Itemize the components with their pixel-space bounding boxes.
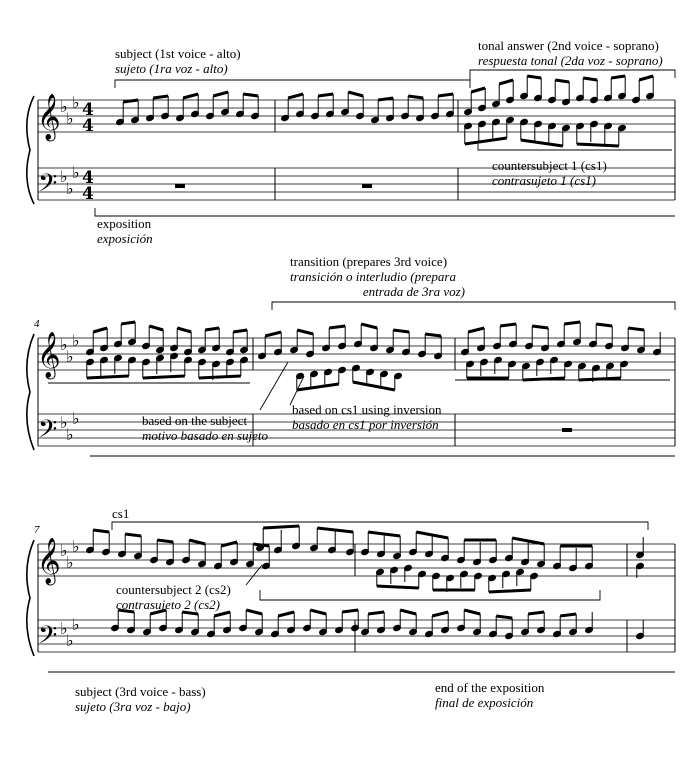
countersubject2-label: countersubject 2 (cs2) contrasujeto 2 (cs2) bbox=[116, 582, 231, 612]
svg-text:♭: ♭ bbox=[66, 631, 74, 650]
note-beam bbox=[342, 610, 358, 612]
bass-clef-icon: 𝄢 bbox=[38, 169, 58, 204]
brace-system-3 bbox=[27, 540, 34, 656]
note-beam bbox=[214, 612, 230, 616]
rest bbox=[562, 428, 572, 432]
note-beam bbox=[639, 76, 653, 80]
note-beam bbox=[317, 528, 353, 532]
note-beam bbox=[205, 328, 219, 330]
rests bbox=[175, 184, 572, 432]
svg-text:♭: ♭ bbox=[60, 167, 68, 186]
note-beam bbox=[596, 324, 612, 326]
brace-system-2 bbox=[27, 334, 34, 450]
note-beam bbox=[182, 612, 198, 614]
svg-text:♭: ♭ bbox=[60, 97, 68, 116]
note-beam bbox=[496, 616, 512, 618]
svg-text:♭: ♭ bbox=[66, 179, 74, 198]
note-beam bbox=[125, 534, 141, 536]
note-beam bbox=[121, 322, 135, 324]
note-beam bbox=[361, 324, 377, 328]
cs1-label: cs1 bbox=[112, 506, 130, 521]
note-beam bbox=[183, 94, 198, 98]
treble-clef-icon: 𝄞 bbox=[37, 94, 61, 140]
bass-clef-icon: 𝄢 bbox=[38, 415, 58, 450]
system-3-treble-staff bbox=[38, 544, 675, 576]
note-beam bbox=[265, 332, 281, 336]
note-beam bbox=[213, 92, 228, 96]
note-beam bbox=[189, 540, 205, 544]
svg-text:♭: ♭ bbox=[72, 331, 80, 350]
based-on-subject-label: based on the subject motivo basado en sujeto bbox=[142, 413, 269, 443]
svg-text:4: 4 bbox=[82, 168, 94, 188]
note-beam bbox=[560, 614, 576, 616]
note-beam bbox=[464, 610, 480, 614]
svg-text:♭: ♭ bbox=[60, 541, 68, 560]
svg-text:♭: ♭ bbox=[66, 425, 74, 444]
treble-clef-icon: 𝄞 bbox=[37, 538, 61, 584]
countersubject1-label: countersubject 1 (cs1) contrasujeto 1 (cs1) bbox=[492, 158, 607, 188]
treble-clef-icon: 𝄞 bbox=[37, 332, 61, 378]
note-beam bbox=[528, 612, 544, 614]
note-beam bbox=[368, 612, 384, 614]
svg-text:♭: ♭ bbox=[66, 109, 74, 128]
svg-text:♭: ♭ bbox=[66, 553, 74, 572]
note-beam bbox=[471, 88, 485, 92]
svg-text:♭: ♭ bbox=[60, 413, 68, 432]
svg-text:♭: ♭ bbox=[72, 409, 80, 428]
note-beam bbox=[93, 328, 107, 332]
note-beam bbox=[432, 612, 448, 616]
note-beam bbox=[93, 530, 109, 532]
note-beam bbox=[532, 326, 548, 328]
time-signatures bbox=[82, 100, 94, 204]
note-beam bbox=[177, 328, 191, 332]
note-beam bbox=[465, 138, 507, 144]
note-beam bbox=[157, 540, 173, 542]
note-beam bbox=[579, 378, 621, 380]
bass-clef-icon: 𝄢 bbox=[38, 621, 58, 656]
note-beam bbox=[368, 532, 400, 536]
note-beam bbox=[438, 94, 453, 96]
note-beam bbox=[221, 542, 237, 546]
note-beam bbox=[329, 326, 345, 328]
note-beam bbox=[489, 590, 531, 592]
key-signatures bbox=[60, 93, 80, 650]
based-on-cs1-label: based on cs1 using inversion basado en cs1 por inversión bbox=[292, 402, 442, 432]
svg-text:♭: ♭ bbox=[60, 335, 68, 354]
note-beam bbox=[500, 324, 516, 326]
note-beam bbox=[243, 94, 258, 96]
rest bbox=[175, 184, 185, 188]
svg-text:4: 4 bbox=[82, 184, 94, 204]
note-beam bbox=[523, 378, 565, 380]
note-beam bbox=[278, 612, 294, 616]
note-beam bbox=[310, 610, 326, 614]
note-beam bbox=[297, 330, 313, 334]
brace-system-1 bbox=[27, 96, 34, 204]
note-beam bbox=[377, 586, 419, 588]
note-beam bbox=[468, 328, 484, 332]
note-beam bbox=[288, 94, 303, 98]
note-beam bbox=[143, 376, 185, 378]
note-beam bbox=[400, 610, 416, 614]
note-beam bbox=[521, 140, 563, 146]
note-beam bbox=[263, 526, 299, 528]
measure-number: 7 bbox=[34, 524, 40, 536]
subject-alto-label: subject (1st voice - alto) sujeto (1ra voz - alto) bbox=[115, 46, 241, 76]
note-beam bbox=[583, 78, 597, 80]
note-beam bbox=[318, 94, 333, 96]
note-beam bbox=[577, 144, 619, 146]
note-beam bbox=[87, 376, 129, 378]
clefs bbox=[37, 94, 61, 656]
svg-text:4: 4 bbox=[82, 116, 94, 136]
measure-number: 4 bbox=[34, 318, 40, 330]
note-beam bbox=[297, 384, 339, 390]
end-exposition-label: end of the exposition final de exposición bbox=[435, 680, 545, 710]
note-beam bbox=[564, 322, 580, 324]
note-beam bbox=[378, 98, 393, 100]
exposition-label: exposition exposición bbox=[97, 216, 153, 246]
svg-text:♭: ♭ bbox=[60, 619, 68, 638]
svg-text:♭: ♭ bbox=[72, 163, 80, 182]
svg-text:♭: ♭ bbox=[66, 347, 74, 366]
note-beam bbox=[348, 92, 363, 96]
note-beam bbox=[353, 382, 395, 390]
subject-bass-label: subject (3rd voice - bass) sujeto (3ra voz - bajo) bbox=[75, 684, 206, 714]
note-beam bbox=[408, 96, 423, 98]
rest bbox=[362, 184, 372, 188]
note-beam bbox=[149, 326, 163, 330]
svg-text:♭: ♭ bbox=[72, 93, 80, 112]
note-beam bbox=[425, 334, 441, 336]
note-beam bbox=[199, 376, 241, 378]
note-beam bbox=[246, 610, 262, 614]
note-beam bbox=[393, 330, 409, 332]
svg-text:♭: ♭ bbox=[72, 615, 80, 634]
svg-text:♭: ♭ bbox=[72, 537, 80, 556]
note-beam bbox=[233, 330, 247, 332]
note-beam bbox=[527, 76, 541, 78]
svg-text:4: 4 bbox=[82, 100, 94, 120]
transition-label: transition (prepares 3rd voice) transición o interludio (prepara entrada de 3ra voz) bbox=[290, 254, 465, 299]
note-beam bbox=[499, 80, 513, 84]
note-beam bbox=[555, 80, 569, 82]
note-beam bbox=[628, 328, 644, 330]
tonal-answer-label: tonal answer (2nd voice - soprano) respuesta tonal (2da voz - soprano) bbox=[478, 38, 663, 68]
note-beam bbox=[611, 76, 625, 78]
note-beam bbox=[123, 100, 138, 102]
note-beam bbox=[153, 96, 168, 98]
